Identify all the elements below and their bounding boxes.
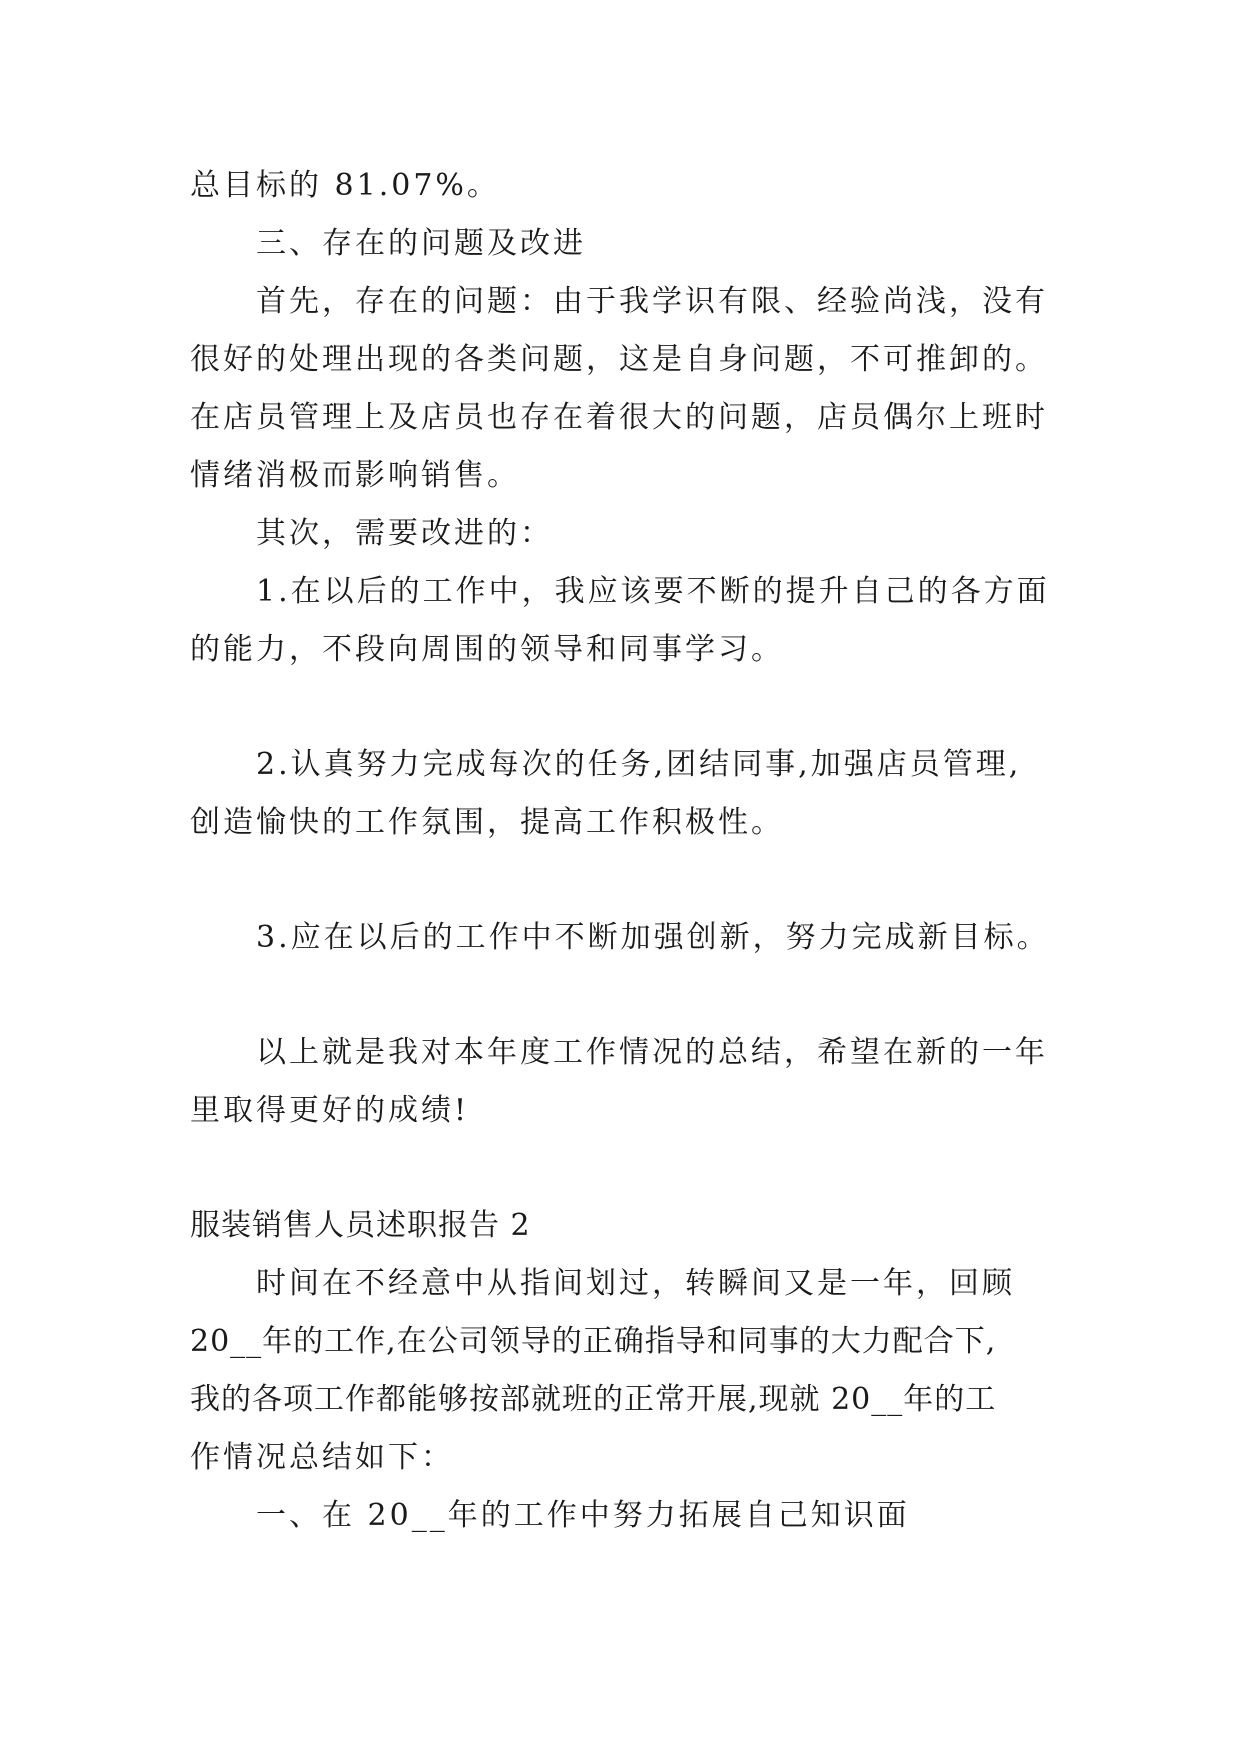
section-heading: 三、存在的问题及改进 bbox=[256, 226, 586, 261]
paragraph-line: 作情况总结如下： bbox=[190, 1440, 454, 1475]
paragraph-line: 20__年的工作,在公司领导的正确指导和同事的大力配合下, bbox=[190, 1324, 997, 1359]
list-item-continuation: 的能力，不段向周围的领导和同事学习。 bbox=[190, 632, 784, 667]
paragraph-line: 情绪消极而影响销售。 bbox=[190, 458, 520, 493]
paragraph-line: 时间在不经意中从指间划过，转瞬间又是一年，回顾 bbox=[256, 1266, 1015, 1301]
paragraph-line: 其次，需要改进的： bbox=[256, 516, 553, 551]
list-item: 3.应在以后的工作中不断加强创新，努力完成新目标。 bbox=[256, 920, 1050, 955]
paragraph-line: 首先，存在的问题：由于我学识有限、经验尚浅，没有 bbox=[256, 284, 1048, 319]
section-heading: 一、在 20__年的工作中努力拓展自己知识面 bbox=[256, 1498, 910, 1533]
list-item: 2.认真努力完成每次的任务,团结同事,加强店员管理, bbox=[256, 747, 1022, 782]
list-item-continuation: 创造愉快的工作氛围，提高工作积极性。 bbox=[190, 805, 784, 840]
paragraph-line: 以上就是我对本年度工作情况的总结，希望在新的一年 bbox=[256, 1035, 1048, 1070]
paragraph-line: 总目标的 81.07%。 bbox=[190, 168, 500, 203]
paragraph-line: 我的各项工作都能够按部就班的正常开展,现就 20__年的工 bbox=[190, 1382, 997, 1417]
paragraph-line: 很好的处理出现的各类问题，这是自身问题，不可推卸的。 bbox=[190, 342, 1048, 377]
paragraph-line: 里取得更好的成绩! bbox=[190, 1093, 470, 1128]
list-item: 1.在以后的工作中，我应该要不断的提升自己的各方面 bbox=[256, 574, 1050, 609]
report-title: 服装销售人员述职报告 2 bbox=[190, 1208, 531, 1243]
paragraph-line: 在店员管理上及店员也存在着很大的问题，店员偶尔上班时 bbox=[190, 400, 1048, 435]
